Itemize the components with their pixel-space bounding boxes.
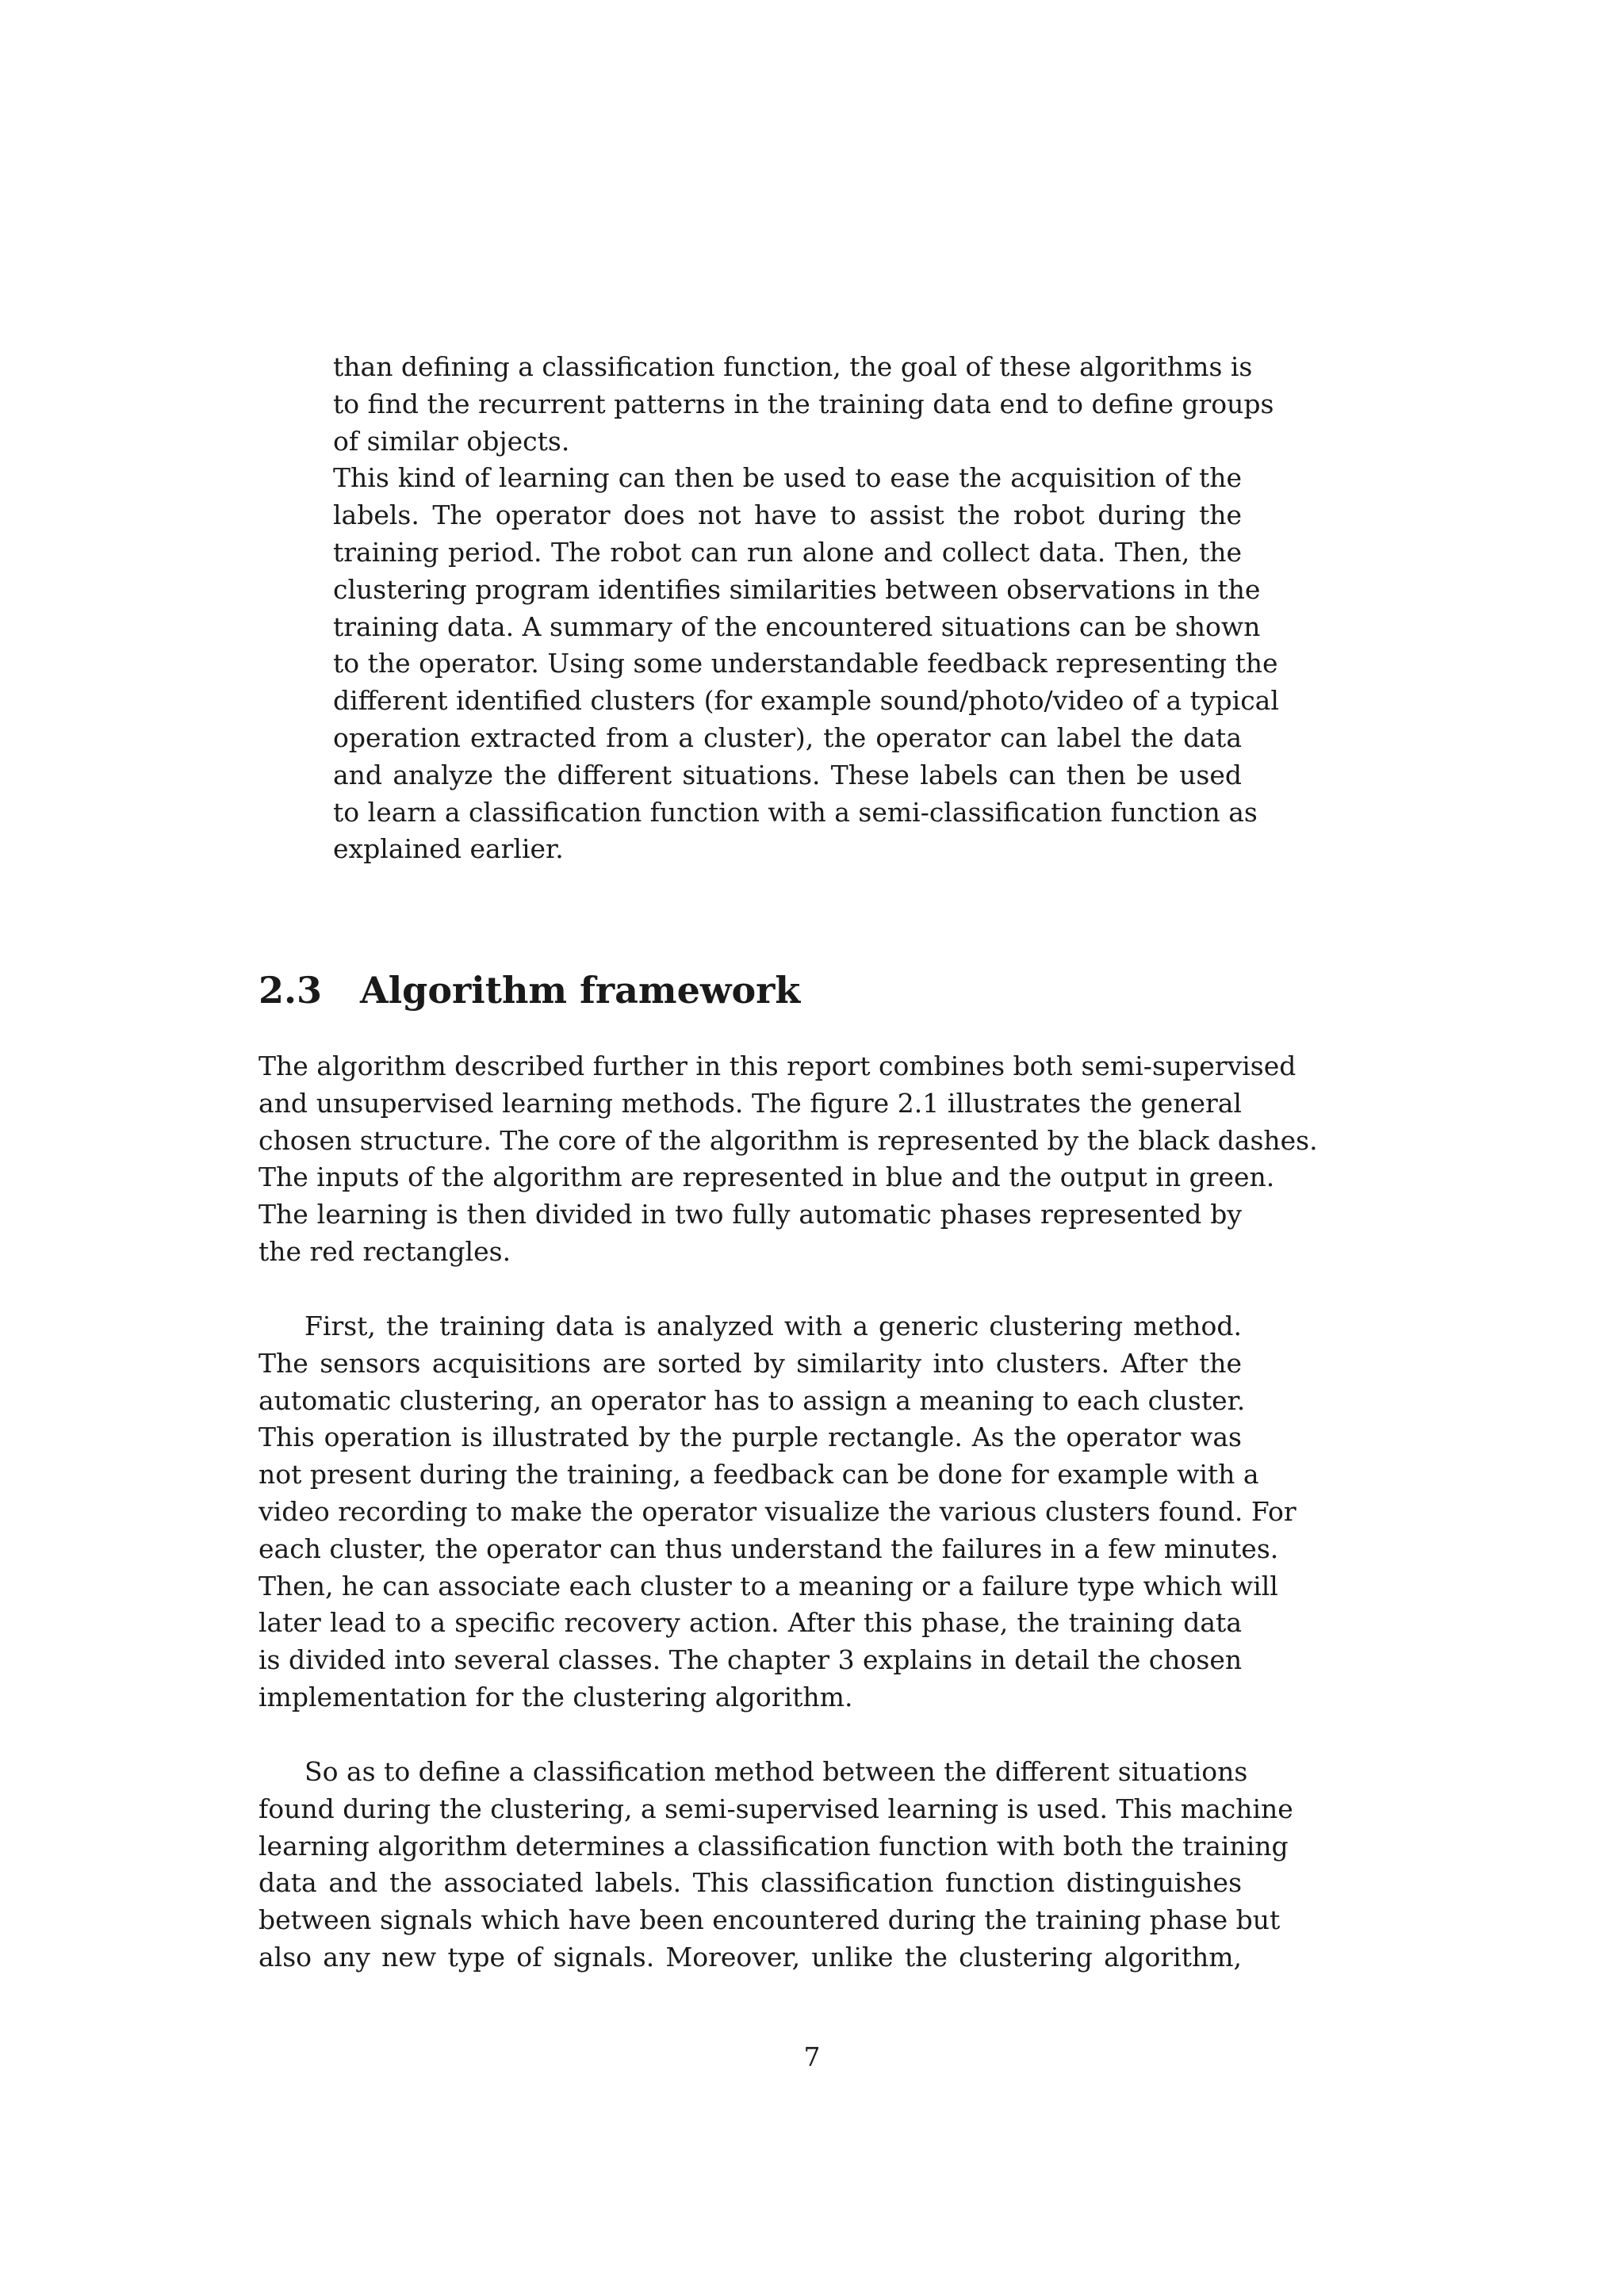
text-line: training data. A summary of the encountered situations can be shown [333,610,1261,642]
page-number: 7 [803,2042,821,2072]
text-line: found during the clustering, a semi-supervised learning is used. This machine [259,1793,1293,1824]
text-line: also any new type of signals. Moreover, unlike the clustering algorithm, [259,1941,1242,1973]
text-line: of similar objects. [333,425,570,457]
section-number: 2.3 [259,969,323,1012]
text-line: to find the recurrent patterns in the training data end to define groups [333,388,1274,419]
text-line: explained earlier. [333,833,564,865]
text-line: This operation is illustrated by the purple rectangle. As the operator was [259,1422,1242,1453]
paragraph-unsupervised-labels [333,460,1279,868]
text-line: is divided into several classes. The chapter 3 explains in detail the chosen [259,1644,1243,1676]
section-title: Algorithm framework [360,969,801,1012]
text-line: The inputs of the algorithm are represented in blue and the output in green. [259,1161,1275,1193]
continued-paragraph [333,349,1274,460]
text-line: than defining a classification function, the goal of these algorithms is [333,351,1253,382]
text-line: labels. The operator does not have to assist the robot during the [333,499,1242,531]
text-line: The learning is then divided in two fully automatic phases represented by [259,1199,1242,1230]
paragraph-semi-supervised [259,1754,1293,1976]
text-line: the red rectangles. [259,1235,511,1267]
text-line: chosen structure. The core of the algorithm is represented by the black dashes. [259,1124,1318,1156]
text-line: not present during the training, a feedback can be done for example with a [259,1459,1259,1490]
text-line: different identified clusters (for example sound/photo/video of a typical [333,685,1279,717]
text-line: training period. The robot can run alone and collect data. Then, the [333,536,1242,568]
text-line: The algorithm described further in this report combines both semi-supervised [259,1050,1297,1081]
text-line: The sensors acquisitions are sorted by similarity into clusters. After the [259,1347,1242,1379]
text-line: First, the training data is analyzed with a generic clustering method. [304,1311,1242,1341]
text-line: Then, he can associate each cluster to a meaning or a failure type which will [259,1570,1278,1601]
text-line: data and the associated labels. This classification function distinguishes [259,1867,1242,1899]
text-line: learning algorithm determines a classification function with both the training [259,1830,1289,1862]
text-line: clustering program identifies similarities between observations in the [333,573,1261,605]
text-line: So as to define a classification method between the different situations [304,1756,1248,1787]
paragraph-clustering-phase [259,1308,1297,1716]
paragraph-algorithm-overview [259,1048,1318,1271]
text-line: between signals which have been encountered during the training phase but [259,1904,1281,1936]
text-line: and analyze the different situations. These labels can then be used [333,759,1242,790]
text-line: and unsupervised learning methods. The figure 2.1 illustrates the general [259,1087,1242,1119]
text-line: automatic clustering, an operator has to assign a meaning to each cluster. [259,1384,1246,1416]
text-line: This kind of learning can then be used to ease the acquisition of the [333,462,1242,494]
text-line: each cluster, the operator can thus understand the failures in a few minutes. [259,1533,1279,1564]
text-line: to learn a classification function with a semi-classification function as [333,796,1258,828]
text-line: video recording to make the operator visualize the various clusters found. For [259,1495,1297,1527]
text-line: to the operator. Using some understandable feedback representing the [333,648,1278,679]
text-line: later lead to a specific recovery action. After this phase, the training data [259,1607,1242,1639]
text-line: implementation for the clustering algorithm. [259,1681,853,1712]
text-line: operation extracted from a cluster), the operator can label the data [333,721,1242,753]
section-heading [259,969,800,1012]
